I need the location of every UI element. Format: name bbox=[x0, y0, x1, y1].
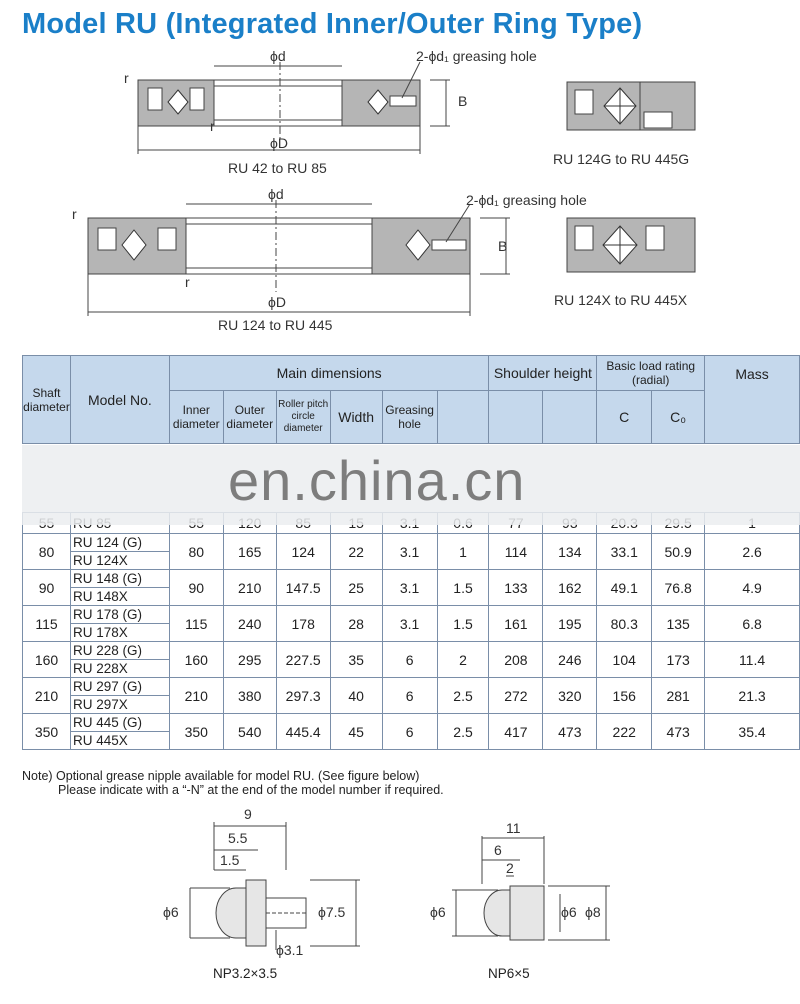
cell-c0: 135 bbox=[652, 606, 705, 642]
spec-table bbox=[22, 355, 800, 750]
nipple-np32-drawing bbox=[190, 822, 360, 950]
cell-outer: 240 bbox=[223, 606, 276, 642]
cell-greasing: 6 bbox=[382, 642, 437, 678]
cell-sh2: 162 bbox=[543, 570, 597, 606]
cell-greasing: 3.1 bbox=[382, 570, 437, 606]
cell-inner: 350 bbox=[169, 714, 223, 750]
cell-roller: 147.5 bbox=[276, 570, 330, 606]
note-line-2: Please indicate with a “-N” at the end of the model number if required. bbox=[58, 783, 444, 797]
np32-caption: NP3.2×3.5 bbox=[213, 966, 278, 981]
cell-shaft: 80 bbox=[23, 534, 71, 570]
fig1-b-label: B bbox=[458, 93, 468, 109]
fig1-caption: RU 42 to RU 85 bbox=[228, 160, 327, 176]
cell-sh1: 272 bbox=[489, 678, 543, 714]
table-row bbox=[23, 570, 800, 588]
cell-inner: 90 bbox=[169, 570, 223, 606]
cell-sh2: 320 bbox=[543, 678, 597, 714]
col-main-header: Main dimensions bbox=[169, 356, 489, 391]
cell-c: 156 bbox=[597, 678, 652, 714]
cell-sh1: 114 bbox=[489, 534, 543, 570]
cell-r: 2 bbox=[437, 642, 489, 678]
figure-ru124g-445g bbox=[567, 82, 695, 130]
col-greasing-header: Greasing hole bbox=[382, 391, 437, 444]
col-inner-header: Inner diameter bbox=[169, 391, 223, 444]
cell-roller: 227.5 bbox=[276, 642, 330, 678]
col-outer-header: Outer diameter bbox=[223, 391, 276, 444]
cell-width: 35 bbox=[330, 642, 382, 678]
np32-dim-1-5: 1.5 bbox=[220, 852, 240, 868]
cell-width: 45 bbox=[330, 714, 382, 750]
cell-c0: 281 bbox=[652, 678, 705, 714]
np32-phi6: ϕ6 bbox=[163, 904, 179, 920]
fig3-b-label: B bbox=[498, 238, 508, 254]
cell-c: 33.1 bbox=[597, 534, 652, 570]
fig3-caption: RU 124 to RU 445 bbox=[218, 317, 333, 333]
cell-sh2: 473 bbox=[543, 714, 597, 750]
cell-shaft: 350 bbox=[23, 714, 71, 750]
cell-roller: 178 bbox=[276, 606, 330, 642]
cell-model: RU 297X bbox=[70, 696, 169, 714]
cell-sh1: 133 bbox=[489, 570, 543, 606]
col-load-header: Basic load rating (radial) bbox=[597, 356, 705, 391]
fig1-phi-d-label: ϕd bbox=[270, 48, 286, 64]
cell-c: 49.1 bbox=[597, 570, 652, 606]
cell-greasing: 6 bbox=[382, 714, 437, 750]
col-mass-header: Mass bbox=[705, 356, 800, 444]
fig4-caption: RU 124X to RU 445X bbox=[554, 292, 688, 308]
cell-r: 2.5 bbox=[437, 714, 489, 750]
cell-mass: 6.8 bbox=[705, 606, 800, 642]
watermark-text: en.china.cn bbox=[228, 449, 526, 512]
col-roller-header: Roller pitch circle diameter bbox=[276, 391, 330, 444]
cell-model: RU 228X bbox=[70, 660, 169, 678]
fig3-phi-D-label: ϕD bbox=[268, 294, 286, 310]
cell-model: RU 445X bbox=[70, 732, 169, 750]
cell-c: 222 bbox=[597, 714, 652, 750]
cell-r: 1.5 bbox=[437, 606, 489, 642]
cell-roller: 124 bbox=[276, 534, 330, 570]
cell-mass: 4.9 bbox=[705, 570, 800, 606]
fig1-r-label-bottom: r bbox=[210, 118, 215, 134]
np6-phi8: ϕ8 bbox=[585, 904, 601, 920]
col-sh2-header bbox=[543, 391, 597, 444]
cell-outer: 210 bbox=[223, 570, 276, 606]
cell-shaft: 160 bbox=[23, 642, 71, 678]
cell-inner: 210 bbox=[169, 678, 223, 714]
cell-width: 22 bbox=[330, 534, 382, 570]
cell-greasing: 3.1 bbox=[382, 534, 437, 570]
cell-outer: 380 bbox=[223, 678, 276, 714]
cell-shaft: 90 bbox=[23, 570, 71, 606]
cell-sh2: 195 bbox=[543, 606, 597, 642]
table-row bbox=[23, 642, 800, 660]
cell-r: 1.5 bbox=[437, 570, 489, 606]
fig1-greasing-label: 2-ϕd₁ greasing hole bbox=[416, 48, 537, 64]
col-r-header bbox=[437, 391, 489, 444]
cell-mass: 21.3 bbox=[705, 678, 800, 714]
cell-c0: 76.8 bbox=[652, 570, 705, 606]
table-row bbox=[23, 678, 800, 696]
cell-model: RU 124X bbox=[70, 552, 169, 570]
np32-phi3-1: ϕ3.1 bbox=[276, 942, 304, 958]
np6-phi6-right: ϕ6 bbox=[561, 904, 577, 920]
fig1-phi-D-label: ϕD bbox=[270, 135, 288, 151]
cell-c: 104 bbox=[597, 642, 652, 678]
cell-sh1: 161 bbox=[489, 606, 543, 642]
cell-greasing: 3.1 bbox=[382, 606, 437, 642]
cell-model: RU 297 (G) bbox=[70, 678, 169, 696]
cell-model: RU 148X bbox=[70, 588, 169, 606]
col-c0-header: C₀ bbox=[652, 391, 705, 444]
cell-sh2: 134 bbox=[543, 534, 597, 570]
figure-ru124-445 bbox=[88, 200, 510, 316]
cell-roller: 297.3 bbox=[276, 678, 330, 714]
cell-inner: 80 bbox=[169, 534, 223, 570]
cell-width: 40 bbox=[330, 678, 382, 714]
cell-mass: 35.4 bbox=[705, 714, 800, 750]
cell-model: RU 148 (G) bbox=[70, 570, 169, 588]
fig2-caption: RU 124G to RU 445G bbox=[553, 151, 690, 167]
cell-mass: 2.6 bbox=[705, 534, 800, 570]
fig1-r-label-top: r bbox=[124, 70, 129, 86]
figure-ru124x-445x bbox=[567, 218, 695, 272]
note-text bbox=[22, 769, 444, 797]
col-c-header: C bbox=[597, 391, 652, 444]
col-sh1-header bbox=[489, 391, 543, 444]
cell-model: RU 445 (G) bbox=[70, 714, 169, 732]
np32-dim-9: 9 bbox=[244, 806, 252, 822]
note-line-1: Note) Optional grease nipple available for model RU. (See figure below) bbox=[22, 769, 420, 783]
table-row bbox=[23, 534, 800, 552]
cell-outer: 540 bbox=[223, 714, 276, 750]
cell-model: RU 124 (G) bbox=[70, 534, 169, 552]
cell-r: 2.5 bbox=[437, 678, 489, 714]
cell-r: 1 bbox=[437, 534, 489, 570]
np6-dim-6: 6 bbox=[494, 842, 502, 858]
cell-model: RU 178 (G) bbox=[70, 606, 169, 624]
col-model-header: Model No. bbox=[70, 356, 169, 444]
fig3-r-label-bottom: r bbox=[185, 274, 190, 290]
np32-dim-5-5: 5.5 bbox=[228, 830, 248, 846]
cell-sh1: 208 bbox=[489, 642, 543, 678]
page-title: Model RU (Integrated Inner/Outer Ring Type) bbox=[22, 8, 643, 40]
figure-ru42-85 bbox=[138, 62, 450, 154]
cell-outer: 165 bbox=[223, 534, 276, 570]
np32-phi7-5: ϕ7.5 bbox=[318, 904, 346, 920]
cell-shaft: 210 bbox=[23, 678, 71, 714]
cell-mass: 11.4 bbox=[705, 642, 800, 678]
fig3-greasing-label: 2-ϕd₁ greasing hole bbox=[466, 192, 587, 208]
cell-sh2: 246 bbox=[543, 642, 597, 678]
col-shaft-header: Shaft diameter bbox=[23, 356, 71, 444]
fig3-r-label-top: r bbox=[72, 206, 77, 222]
fig3-phi-d-label: ϕd bbox=[268, 186, 284, 202]
col-width-header: Width bbox=[330, 391, 382, 444]
table-header-row bbox=[23, 356, 800, 391]
col-shoulder-header: Shoulder height bbox=[489, 356, 597, 391]
cell-sh1: 417 bbox=[489, 714, 543, 750]
cell-c: 80.3 bbox=[597, 606, 652, 642]
cell-c0: 50.9 bbox=[652, 534, 705, 570]
cell-c0: 473 bbox=[652, 714, 705, 750]
table-row bbox=[23, 714, 800, 732]
cell-c0: 173 bbox=[652, 642, 705, 678]
cell-greasing: 6 bbox=[382, 678, 437, 714]
cell-inner: 115 bbox=[169, 606, 223, 642]
np6-dim-11: 11 bbox=[506, 820, 521, 836]
cell-model: RU 228 (G) bbox=[70, 642, 169, 660]
cell-inner: 160 bbox=[169, 642, 223, 678]
np6-phi6-left: ϕ6 bbox=[430, 904, 446, 920]
nipple-np6-drawing bbox=[452, 836, 610, 940]
cell-shaft: 115 bbox=[23, 606, 71, 642]
cell-width: 25 bbox=[330, 570, 382, 606]
cell-model: RU 178X bbox=[70, 624, 169, 642]
np6-caption: NP6×5 bbox=[488, 966, 530, 981]
table-row bbox=[23, 606, 800, 624]
cell-outer: 295 bbox=[223, 642, 276, 678]
cell-roller: 445.4 bbox=[276, 714, 330, 750]
np6-dim-2: 2 bbox=[506, 860, 514, 876]
cell-width: 28 bbox=[330, 606, 382, 642]
